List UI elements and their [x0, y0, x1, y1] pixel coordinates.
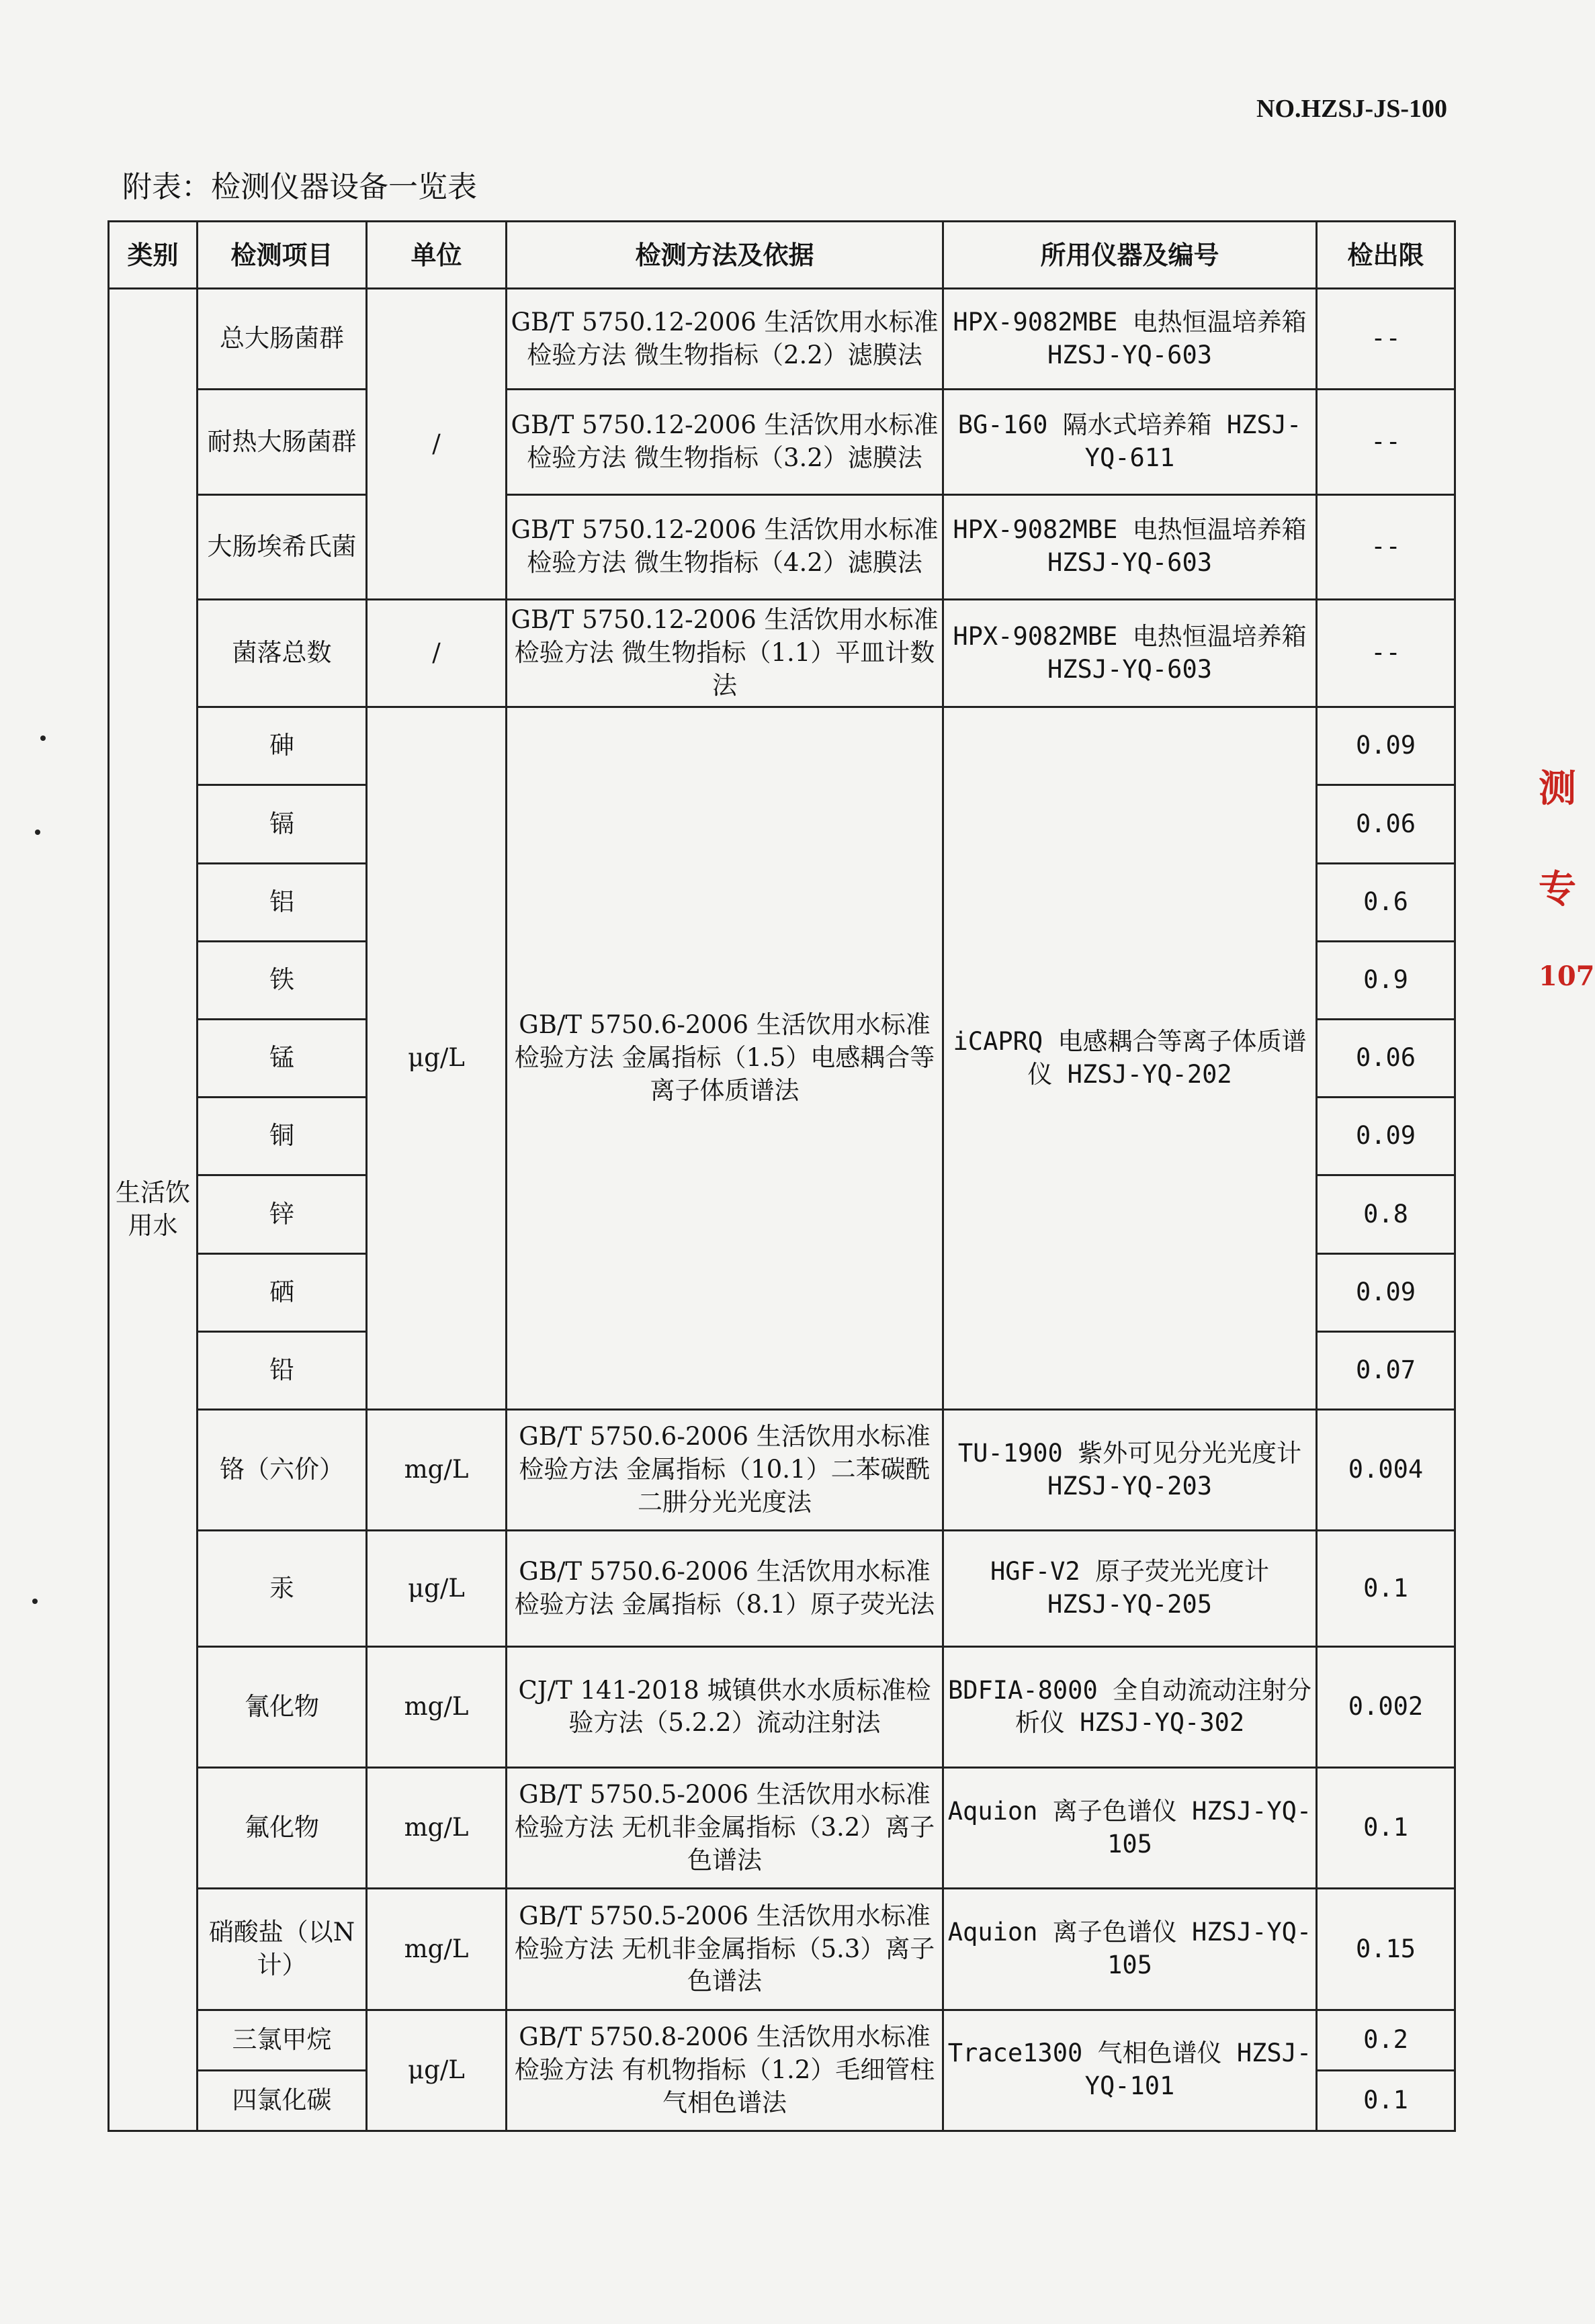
limit-cell: -- [1317, 390, 1455, 494]
unit-cell: mg/L [367, 1767, 507, 1888]
limit-cell: 0.002 [1317, 1646, 1455, 1767]
item-cell: 氟化物 [198, 1767, 367, 1888]
instrument-cell: HPX-9082MBE 电热恒温培养箱 HZSJ-YQ-603 [943, 599, 1317, 707]
table-row [109, 1767, 1455, 1888]
method-cell: GB/T 5750.12-2006 生活饮用水标准检验方法 微生物指标（2.2）滤膜法 [507, 289, 943, 390]
item-cell: 四氯化碳 [198, 2070, 367, 2131]
limit-cell: 0.06 [1317, 1020, 1455, 1098]
table-caption: 附表：检测仪器设备一览表 [122, 170, 477, 204]
table-row [109, 707, 1455, 785]
limit-cell: 0.06 [1317, 785, 1455, 863]
table-row [109, 2010, 1455, 2070]
unit-cell: mg/L [367, 1410, 507, 1531]
unit-cell: / [367, 289, 507, 600]
item-cell: 总大肠菌群 [198, 289, 367, 390]
limit-cell: 0.09 [1317, 1253, 1455, 1331]
item-cell: 硒 [198, 1253, 367, 1331]
header-category: 类别 [109, 222, 198, 289]
limit-cell: 0.2 [1317, 2010, 1455, 2070]
method-cell: GB/T 5750.6-2006 生活饮用水标准检验方法 金属指标（10.1）二苯碳酰二肼分光光度法 [507, 1410, 943, 1531]
method-cell: GB/T 5750.5-2006 生活饮用水标准检验方法 无机非金属指标（3.2）离子色谱法 [507, 1767, 943, 1888]
limit-cell: -- [1317, 599, 1455, 707]
instrument-cell: TU-1900 紫外可见分光光度计 HZSJ-YQ-203 [943, 1410, 1317, 1531]
instrument-cell: Trace1300 气相色谱仪 HZSJ-YQ-101 [943, 2010, 1317, 2131]
instrument-cell: iCAPRQ 电感耦合等离子体质谱仪 HZSJ-YQ-202 [943, 707, 1317, 1410]
item-cell: 锌 [198, 1175, 367, 1253]
instrument-cell: HGF-V2 原子荧光光度计 HZSJ-YQ-205 [943, 1531, 1317, 1646]
paper-speck [32, 1599, 38, 1604]
limit-cell: 0.1 [1317, 1531, 1455, 1646]
header-instrument: 所用仪器及编号 [943, 222, 1317, 289]
limit-cell: 0.1 [1317, 1767, 1455, 1888]
item-cell: 铜 [198, 1098, 367, 1175]
document-number: NO.HZSJ-JS-100 [1256, 95, 1447, 123]
instrument-cell: BDFIA-8000 全自动流动注射分析仪 HZSJ-YQ-302 [943, 1646, 1317, 1767]
table-row [109, 1410, 1455, 1531]
item-cell: 耐热大肠菌群 [198, 390, 367, 494]
item-cell: 铅 [198, 1331, 367, 1409]
instrument-table [107, 220, 1456, 2132]
red-seal-stamp: 测 专 107 [1539, 766, 1595, 992]
item-cell: 铁 [198, 941, 367, 1019]
limit-cell: -- [1317, 289, 1455, 390]
item-cell: 菌落总数 [198, 599, 367, 707]
unit-cell: μg/L [367, 1531, 507, 1646]
table-row [109, 494, 1455, 599]
table-row [109, 390, 1455, 494]
method-cell: GB/T 5750.12-2006 生活饮用水标准检验方法 微生物指标（4.2）滤膜法 [507, 494, 943, 599]
table-header-row [109, 222, 1455, 289]
instrument-cell: Aquion 离子色谱仪 HZSJ-YQ-105 [943, 1767, 1317, 1888]
limit-cell: 0.07 [1317, 1331, 1455, 1409]
item-cell: 硝酸盐（以N计） [198, 1889, 367, 2010]
limit-cell: 0.6 [1317, 863, 1455, 941]
category-cell: 生活饮用水 [109, 289, 198, 2131]
limit-cell: 0.8 [1317, 1175, 1455, 1253]
item-cell: 三氯甲烷 [198, 2010, 367, 2070]
instrument-cell: BG-160 隔水式培养箱 HZSJ-YQ-611 [943, 390, 1317, 494]
table-row [109, 1889, 1455, 2010]
item-cell: 锰 [198, 1020, 367, 1098]
unit-cell: mg/L [367, 1646, 507, 1767]
table-row [109, 599, 1455, 707]
method-cell: GB/T 5750.5-2006 生活饮用水标准检验方法 无机非金属指标（5.3）离子色谱法 [507, 1889, 943, 2010]
unit-cell: μg/L [367, 707, 507, 1410]
instrument-cell: HPX-9082MBE 电热恒温培养箱 HZSJ-YQ-603 [943, 494, 1317, 599]
header-method: 检测方法及依据 [507, 222, 943, 289]
paper-speck [35, 830, 40, 835]
table-row [109, 1531, 1455, 1646]
item-cell: 砷 [198, 707, 367, 785]
method-cell: GB/T 5750.12-2006 生活饮用水标准检验方法 微生物指标（1.1）平皿计数法 [507, 599, 943, 707]
limit-cell: 0.15 [1317, 1889, 1455, 2010]
method-cell: GB/T 5750.12-2006 生活饮用水标准检验方法 微生物指标（3.2）滤膜法 [507, 390, 943, 494]
instrument-cell: HPX-9082MBE 电热恒温培养箱 HZSJ-YQ-603 [943, 289, 1317, 390]
header-limit: 检出限 [1317, 222, 1455, 289]
item-cell: 镉 [198, 785, 367, 863]
item-cell: 铬（六价） [198, 1410, 367, 1531]
item-cell: 汞 [198, 1531, 367, 1646]
header-unit: 单位 [367, 222, 507, 289]
header-item: 检测项目 [198, 222, 367, 289]
table-row [109, 1646, 1455, 1767]
unit-cell: mg/L [367, 1889, 507, 2010]
item-cell: 铝 [198, 863, 367, 941]
limit-cell: 0.9 [1317, 941, 1455, 1019]
item-cell: 大肠埃希氏菌 [198, 494, 367, 599]
method-cell: GB/T 5750.6-2006 生活饮用水标准检验方法 金属指标（8.1）原子荧光法 [507, 1531, 943, 1646]
table-row [109, 289, 1455, 390]
limit-cell: -- [1317, 494, 1455, 599]
limit-cell: 0.09 [1317, 707, 1455, 785]
paper-speck [40, 735, 46, 741]
limit-cell: 0.09 [1317, 1098, 1455, 1175]
limit-cell: 0.1 [1317, 2070, 1455, 2131]
unit-cell: μg/L [367, 2010, 507, 2131]
method-cell: GB/T 5750.8-2006 生活饮用水标准检验方法 有机物指标（1.2）毛细管柱气相色谱法 [507, 2010, 943, 2131]
method-cell: CJ/T 141-2018 城镇供水水质标准检验方法（5.2.2）流动注射法 [507, 1646, 943, 1767]
item-cell: 氰化物 [198, 1646, 367, 1767]
instrument-cell: Aquion 离子色谱仪 HZSJ-YQ-105 [943, 1889, 1317, 2010]
limit-cell: 0.004 [1317, 1410, 1455, 1531]
method-cell: GB/T 5750.6-2006 生活饮用水标准检验方法 金属指标（1.5）电感耦合等离子体质谱法 [507, 707, 943, 1410]
unit-cell: / [367, 599, 507, 707]
